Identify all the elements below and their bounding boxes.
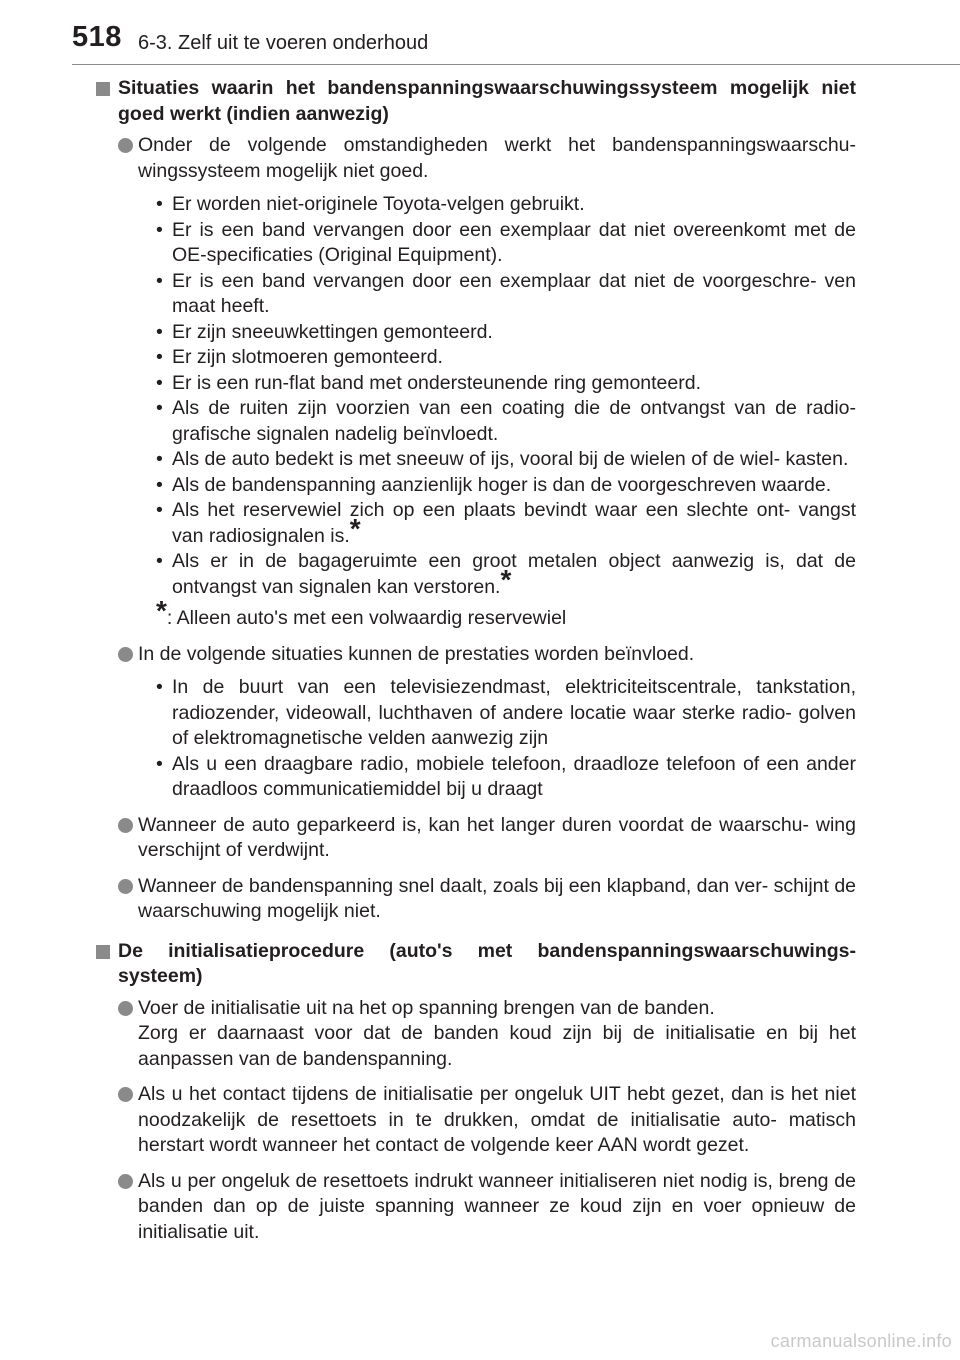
bullet-text: Er worden niet-originele Toyota-velgen gebruikt. xyxy=(172,193,585,215)
bullet-item xyxy=(156,447,856,473)
bullet-item xyxy=(156,675,856,752)
page-content xyxy=(96,76,856,1259)
bullet-text: Als u een draagbare radio, mobiele telefoon, draadloze telefoon of een ander draadloos communicatiemiddel bij u draagt xyxy=(172,752,856,800)
bullet-item xyxy=(156,473,856,499)
bullet-text: Als het reservewiel zich op een plaats bevindt waar een slechte ont- vangst van radiosignalen is.* xyxy=(172,499,856,547)
bullet-item xyxy=(156,345,856,371)
list-item xyxy=(118,996,856,1073)
gray-circle-icon xyxy=(118,1001,133,1016)
item-text: Onder de volgende omstandigheden werkt het bandenspanningswaarschu- wingssysteem mogelijk niet goed. xyxy=(138,134,856,182)
list-item xyxy=(118,813,856,864)
bullet-dot: • xyxy=(156,193,163,215)
list-item xyxy=(118,133,856,632)
gray-square-icon xyxy=(96,945,110,959)
gray-circle-icon xyxy=(118,818,133,833)
bullet-list xyxy=(138,675,856,803)
bullet-text: In de buurt van een televisiezendmast, elektriciteitscentrale, tankstation, radiozender, videowall, luchthaven of andere locatie waar sterke radio- golven of elektromagnetische velden aanwezig zijn xyxy=(172,676,856,749)
item-text: Wanneer de bandenspanning snel daalt, zoals bij een klapband, dan ver- schijnt de waarschuwing mogelijk niet. xyxy=(138,874,857,922)
bullet-item xyxy=(156,192,856,218)
bullet-dot: • xyxy=(156,676,163,698)
item-text: In de volgende situaties kunnen de prestaties worden beïnvloed. xyxy=(138,642,695,665)
item-text: Als u het contact tijdens de initialisatie per ongeluk UIT hebt gezet, dan is het niet noodzakelijk de resettoets in te drukken, omdat de initialisatie auto- matisch herstart wordt wanneer het contact de volgende keer AAN wordt gezet. xyxy=(138,1083,856,1156)
header-divider xyxy=(72,64,960,65)
section xyxy=(96,939,856,1246)
item-line: Zorg er daarnaast voor dat de banden koud zijn bij de initialisatie en bij het aanpassen van de bandenspanning. xyxy=(138,1022,856,1070)
bullet-dot: • xyxy=(156,320,163,343)
bullet-text: Als de ruiten zijn voorzien van een coating die de ontvangst van de radio- grafische signalen nadelig beïnvloedt. xyxy=(172,397,856,445)
list-item xyxy=(118,1082,856,1159)
bullet-item xyxy=(156,752,856,803)
item-text: Als u per ongeluk de resettoets indrukt wanneer initialiseren niet nodig is, breng de banden dan op de juiste spanning wanneer ze koud zijn en voer opnieuw de initialisatie uit. xyxy=(138,1169,856,1243)
gray-circle-icon xyxy=(118,138,133,153)
bullet-text: Er is een band vervangen door een exemplaar dat niet de voorgeschre- ven maat heeft. xyxy=(172,269,856,317)
bullet-dot: • xyxy=(156,269,163,292)
section-title: Situaties waarin het bandenspanningswaarschuwingssysteem mogelijk niet goed werkt (indien aanwezig) xyxy=(118,77,856,125)
bullet-text: Er is een run-flat band met ondersteunende ring gemonteerd. xyxy=(172,371,701,394)
section xyxy=(96,76,856,925)
page-number: 518 xyxy=(72,21,122,53)
bullet-dot: • xyxy=(156,499,163,521)
bullet-item xyxy=(156,218,856,269)
gray-circle-icon xyxy=(118,1087,133,1102)
bullet-item xyxy=(156,498,856,549)
bullet-list xyxy=(138,192,856,600)
list-item xyxy=(118,1169,856,1246)
bullet-dot: • xyxy=(156,397,163,419)
bullet-text: Als de bandenspanning aanzienlijk hoger is dan de voorgeschreven waarde. xyxy=(172,473,832,496)
item-line: Voer de initialisatie uit na het op spanning brengen van de banden. xyxy=(138,996,715,1019)
gray-circle-icon xyxy=(118,647,133,662)
bullet-item xyxy=(156,320,856,346)
bullet-dot: • xyxy=(156,752,163,775)
bullet-text: Er is een band vervangen door een exemplaar dat niet overeenkomt met de OE-specificaties (Original Equipment). xyxy=(172,218,856,266)
watermark: carmanualsonline.info xyxy=(770,1331,952,1351)
bullet-item xyxy=(156,549,856,600)
bullet-text: Als er in de bagageruimte een groot metalen object aanwezig is, dat de ontvangst van signalen kan verstoren.* xyxy=(172,550,856,598)
gray-circle-icon xyxy=(118,879,133,894)
list-item xyxy=(118,874,856,925)
bullet-text: Er zijn slotmoeren gemonteerd. xyxy=(172,346,443,368)
section-title: De initialisatieprocedure (auto's met bandenspanningswaarschuwings- systeem) xyxy=(118,939,856,987)
bullet-text: Als de auto bedekt is met sneeuw of ijs, vooral bij de wielen of de wiel- kasten. xyxy=(172,448,849,470)
bullet-dot: • xyxy=(156,550,163,572)
bullet-dot: • xyxy=(156,218,163,241)
footnote: *: Alleen auto's met een volwaardig reservewiel xyxy=(156,595,567,629)
item-text xyxy=(138,996,856,1073)
bullet-dot: • xyxy=(156,473,163,496)
bullet-text: Er zijn sneeuwkettingen gemonteerd. xyxy=(172,320,493,343)
gray-circle-icon xyxy=(118,1174,133,1189)
bullet-dot: • xyxy=(156,448,163,470)
bullet-item xyxy=(156,396,856,447)
list-item xyxy=(118,642,856,803)
bullet-dot: • xyxy=(156,371,163,394)
page-header xyxy=(0,0,960,70)
item-text: Wanneer de auto geparkeerd is, kan het langer duren voordat de waarschu- wing verschijnt of verdwijnt. xyxy=(138,813,856,861)
gray-square-icon xyxy=(96,82,110,96)
chapter-title: 6-3. Zelf uit te voeren onderhoud xyxy=(138,32,429,54)
bullet-dot: • xyxy=(156,346,163,368)
bullet-item xyxy=(156,371,856,397)
bullet-item xyxy=(156,269,856,320)
